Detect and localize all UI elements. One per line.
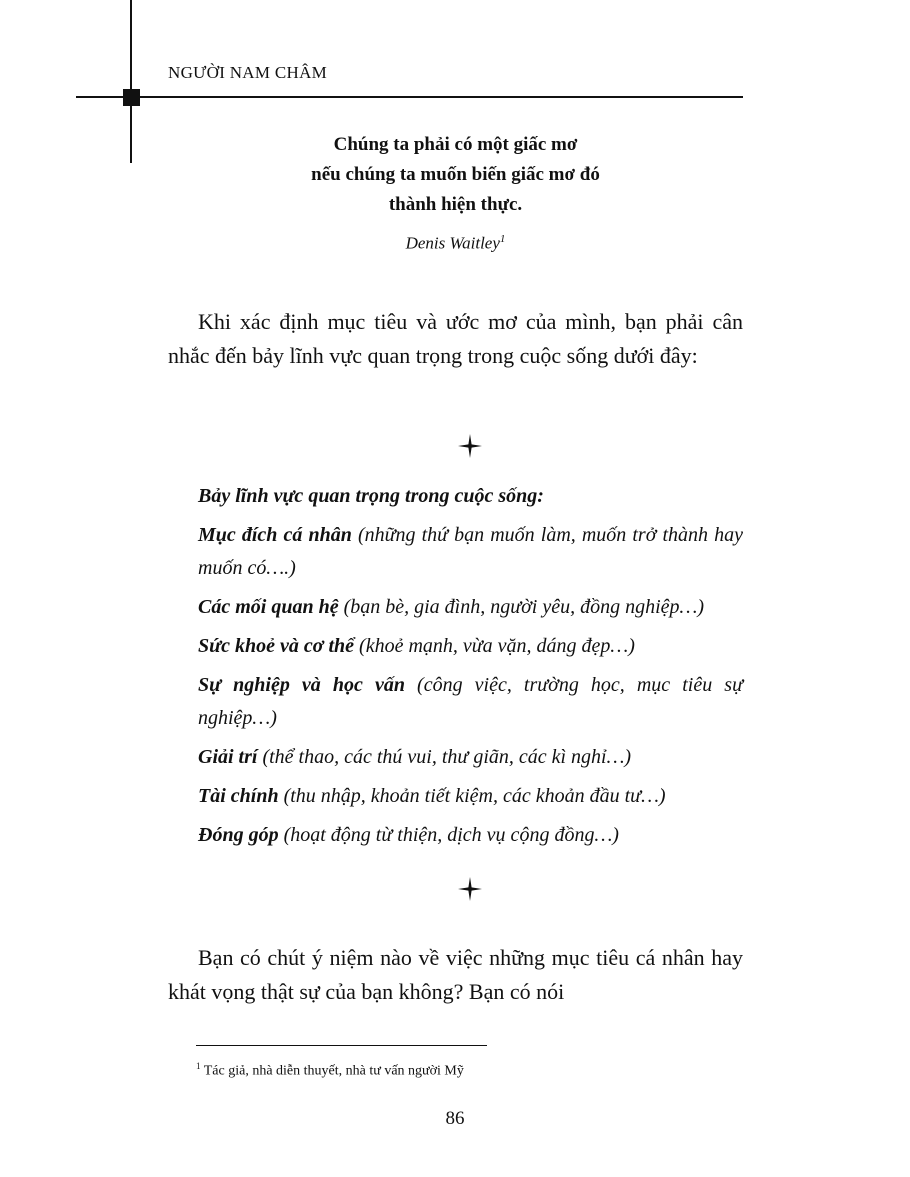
list-item [198, 591, 743, 624]
list-item [198, 741, 743, 774]
list-item-description: (công việc, trường học, mục tiêu sự nghiệp…) [198, 674, 743, 729]
footnote [196, 1061, 464, 1080]
header-corner-square [123, 89, 140, 106]
four-point-star-icon [458, 434, 482, 458]
footnote-marker: 1 [196, 1061, 201, 1071]
list-item [198, 780, 743, 813]
life-areas-list [198, 480, 743, 858]
list-item-description: (khoẻ mạnh, vừa vặn, dáng đẹp…) [359, 635, 635, 657]
list-item [198, 630, 743, 663]
list-item-term: Đóng góp [198, 824, 279, 846]
list-item-term: Sức khoẻ và cơ thể [198, 635, 355, 657]
list-item [198, 819, 743, 852]
header-horizontal-rule [76, 96, 743, 98]
footnote-text: Tác giả, nhà diễn thuyết, nhà tư vấn người Mỹ [203, 1063, 464, 1079]
body-paragraph-1: Khi xác định mục tiêu và ước mơ của mình, bạn phải cân nhắc đến bảy lĩnh vực quan trọng trong cuộc sống dưới đây: [168, 309, 743, 368]
epigraph-line: thành hiện thực. [388, 194, 523, 215]
header-vertical-rule [130, 0, 132, 163]
list-item [198, 519, 743, 585]
list-item-description: (thể thao, các thú vui, thư giãn, các kì nghỉ…) [262, 746, 632, 768]
body-paragraph-2: Bạn có chút ý niệm nào về việc những mục tiêu cá nhân hay khát vọng thật sự của bạn không? Bạn có nói [168, 945, 743, 1004]
list-item-term: Sự nghiệp và học vấn [198, 674, 405, 696]
list-item-term: Giải trí [198, 746, 258, 768]
page-number: 86 [445, 1108, 465, 1129]
running-header: NGƯỜI NAM CHÂM [168, 63, 328, 82]
epigraph-line: nếu chúng ta muốn biến giấc mơ đó [311, 164, 600, 185]
list-item-description: (bạn bè, gia đình, người yêu, đồng nghiệp…) [343, 596, 704, 618]
list-item-term: Mục đích cá nhân [198, 524, 352, 546]
epigraph-line: Chúng ta phải có một giấc mơ [333, 134, 578, 155]
list-item-term: Tài chính [198, 785, 279, 807]
footnote-rule [196, 1045, 487, 1046]
epigraph-attribution [168, 233, 743, 254]
list-item-description: (hoạt động từ thiện, dịch vụ cộng đồng…) [283, 824, 619, 846]
epigraph-author: Denis Waitley [405, 233, 500, 253]
list-item-description: (thu nhập, khoản tiết kiệm, các khoản đầu tư…) [283, 785, 666, 807]
four-point-star-icon [458, 877, 482, 901]
list-item-description: (những thứ bạn muốn làm, muốn trở thành hay muốn có….) [198, 524, 743, 579]
list-item-term: Các mối quan hệ [198, 596, 339, 618]
list-item [198, 669, 743, 735]
footnote-reference: 1 [499, 233, 506, 245]
list-heading: Bảy lĩnh vực quan trọng trong cuộc sống: [198, 485, 544, 507]
epigraph-quote [168, 130, 743, 220]
